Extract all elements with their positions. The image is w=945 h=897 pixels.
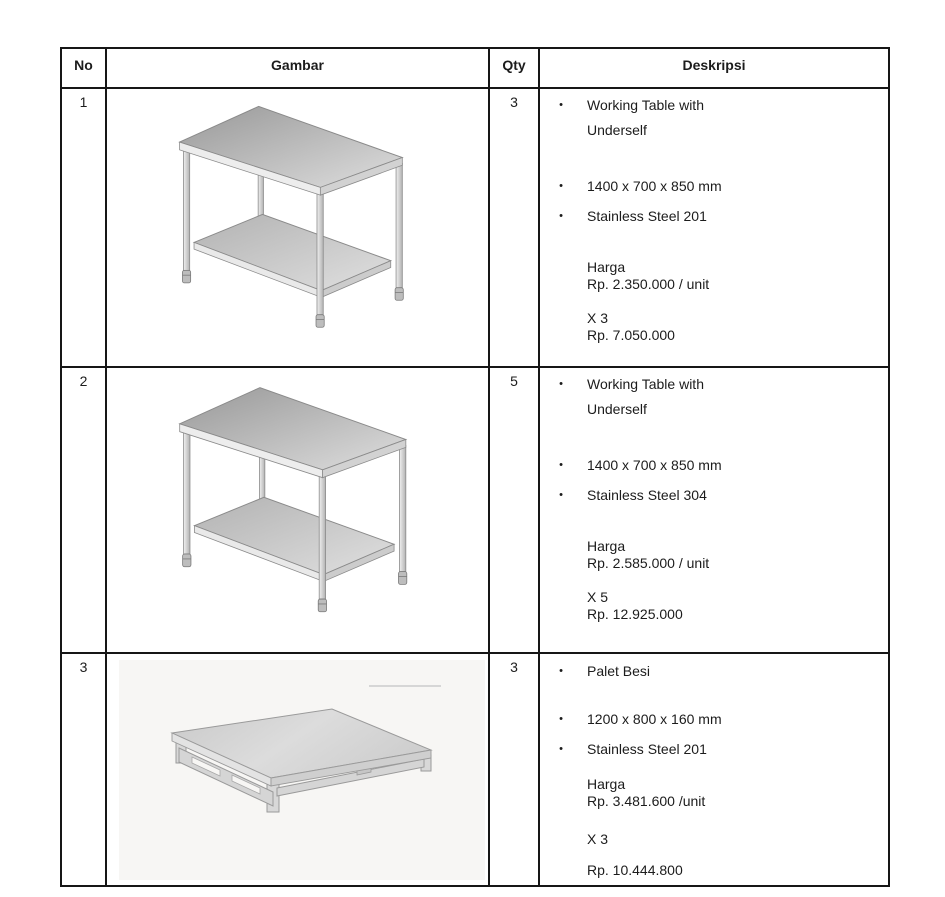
row1-no: 1: [62, 89, 107, 368]
unit-price: Rp. 3.481.600 /unit: [587, 793, 706, 809]
item-material: Stainless Steel 201: [587, 741, 707, 757]
row2-image-cell: [107, 368, 490, 654]
item-name-line2: Underself: [587, 401, 647, 417]
total-block: [587, 310, 888, 344]
bullet-icon: •: [559, 378, 563, 390]
row2-description: [540, 368, 888, 654]
item-name-line2: Underself: [587, 122, 647, 138]
header-gambar: Gambar: [107, 49, 490, 89]
list-item: [540, 372, 888, 422]
price-block: [587, 259, 888, 293]
row2-qty: 5: [490, 368, 540, 654]
list-item: [540, 739, 888, 759]
product-quotation-table: [60, 47, 890, 887]
row2-no: 2: [62, 368, 107, 654]
bullet-icon: •: [559, 713, 563, 725]
item-dimension: 1400 x 700 x 850 mm: [587, 178, 722, 194]
bullet-icon: •: [559, 743, 563, 755]
bullet-icon: •: [559, 665, 563, 677]
list-item: [540, 661, 888, 681]
list-item: [540, 176, 888, 196]
total-price: Rp. 7.050.000: [587, 327, 675, 343]
item-material: Stainless Steel 201: [587, 208, 707, 224]
total-block: [587, 589, 888, 623]
bullet-icon: •: [559, 489, 563, 501]
item-name-line1: Working Table with: [587, 376, 704, 392]
price-block: [587, 538, 888, 572]
header-qty: Qty: [490, 49, 540, 89]
total-price: Rp. 12.925.000: [587, 606, 683, 622]
worktable-illustration: [119, 368, 490, 650]
bullet-icon: •: [559, 99, 563, 111]
row1-qty: 3: [490, 89, 540, 368]
bullet-icon: •: [559, 180, 563, 192]
list-item: [540, 709, 888, 729]
total-price: Rp. 10.444.800: [587, 862, 683, 878]
pallet-photo: [119, 660, 485, 880]
bullet-icon: •: [559, 459, 563, 471]
price-block: [587, 776, 888, 810]
row3-description: [540, 654, 888, 885]
item-material: Stainless Steel 304: [587, 487, 707, 503]
unit-price: Rp. 2.350.000 / unit: [587, 276, 710, 292]
multiplier: X 3: [587, 310, 609, 326]
multiplier: X 5: [587, 589, 609, 605]
photo-background: [119, 660, 485, 880]
list-item: [540, 455, 888, 475]
worktable-illustration: [119, 91, 487, 361]
row3-qty: 3: [490, 654, 540, 885]
row3-image-cell: [107, 654, 490, 885]
row1-description: [540, 89, 888, 368]
header-no: No: [62, 49, 107, 89]
item-dimension: 1200 x 800 x 160 mm: [587, 711, 722, 727]
item-dimension: 1400 x 700 x 850 mm: [587, 457, 722, 473]
list-item: [540, 93, 888, 143]
harga-label: Harga: [587, 776, 626, 792]
list-item: [540, 485, 888, 505]
harga-label: Harga: [587, 259, 626, 275]
row1-image-cell: [107, 89, 490, 368]
header-deskripsi: Deskripsi: [540, 49, 888, 89]
item-name-line1: Working Table with: [587, 97, 704, 113]
harga-label: Harga: [587, 538, 626, 554]
row3-no: 3: [62, 654, 107, 885]
item-name-line1: Palet Besi: [587, 663, 651, 679]
list-item: [540, 206, 888, 226]
unit-price: Rp. 2.585.000 / unit: [587, 555, 710, 571]
multiplier: X 3: [587, 831, 609, 847]
bullet-icon: •: [559, 210, 563, 222]
